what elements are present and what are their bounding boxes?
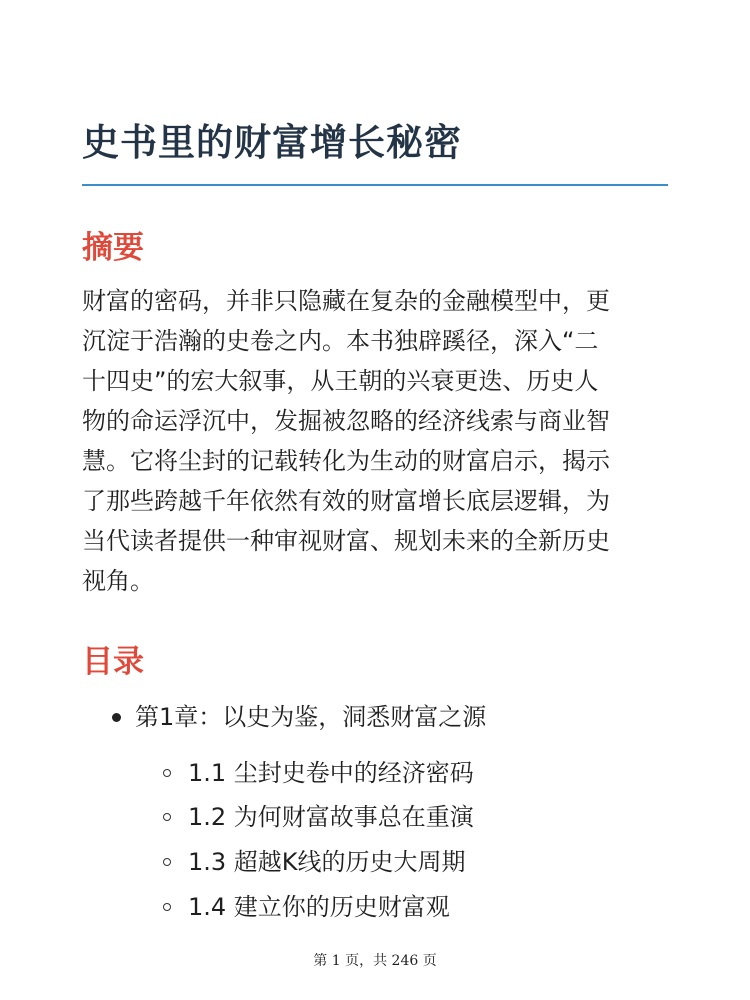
abstract-line: 物的命运浮沉中，发掘被忽略的经济线索与商业智 — [82, 407, 610, 435]
toc-heading: 目录 — [82, 644, 144, 680]
toc-section-1-4[interactable]: 1.4 建立你的历史财富观 — [188, 893, 450, 921]
title-divider — [82, 184, 668, 186]
toc-section-1-3[interactable]: 1.3 超越K线的历史大周期 — [188, 848, 466, 876]
toc-section-1-2[interactable]: 1.2 为何财富故事总在重演 — [188, 803, 474, 831]
abstract-heading: 摘要 — [82, 230, 144, 266]
toc-section-1-1[interactable]: 1.1 尘封史卷中的经济密码 — [188, 759, 474, 787]
bullet-circle-icon — [163, 858, 171, 866]
abstract-line: 慧。它将尘封的记载转化为生动的财富启示，揭示 — [82, 447, 610, 475]
abstract-line: 十四史”的宏大叙事，从王朝的兴衰更迭、历史人 — [82, 367, 599, 395]
abstract-line: 视角。 — [82, 567, 154, 595]
bullet-circle-icon — [163, 769, 171, 777]
abstract-line: 当代读者提供一种审视财富、规划未来的全新历史 — [82, 527, 610, 555]
page-number-footer: 第 1 页，共 246 页 — [313, 953, 437, 969]
toc-chapter-1[interactable]: 第1章：以史为鉴，洞悉财富之源 — [135, 703, 487, 731]
bullet-disc-icon — [112, 713, 121, 722]
page-title: 史书里的财富增长秘密 — [82, 121, 462, 164]
bullet-circle-icon — [163, 813, 171, 821]
abstract-paragraph — [82, 281, 674, 601]
abstract-line: 财富的密码，并非只隐藏在复杂的金融模型中，更 — [82, 287, 610, 315]
abstract-line: 沉淀于浩瀚的史卷之内。本书独辟蹊径，深入“二 — [82, 327, 599, 355]
abstract-line: 了那些跨越千年依然有效的财富增长底层逻辑，为 — [82, 487, 610, 515]
bullet-circle-icon — [163, 903, 171, 911]
